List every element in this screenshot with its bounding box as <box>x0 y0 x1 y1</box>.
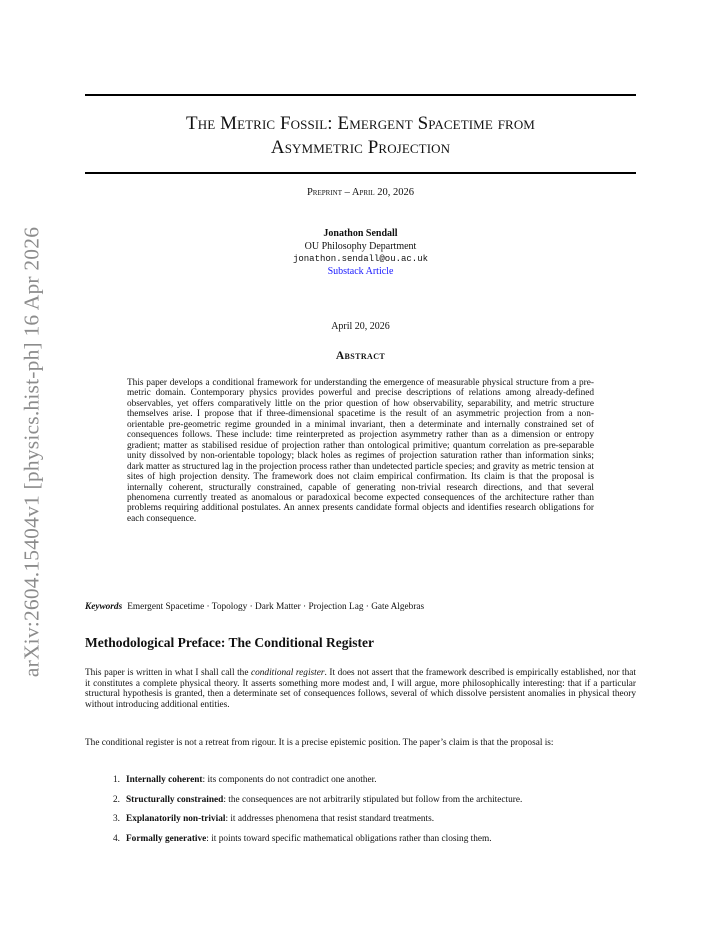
arxiv-side-identifier <box>0 0 60 932</box>
paper-title-line-2: Asymmetric Projection <box>270 137 451 158</box>
keywords-line <box>85 602 636 612</box>
list-item-number: 1. <box>113 775 120 785</box>
list-item <box>113 814 636 834</box>
author-name: Jonathon Sendall <box>323 228 398 239</box>
list-item <box>113 775 636 795</box>
list-item-term: Formally generative <box>126 833 207 844</box>
author-email: jonathon.sendall@ou.ac.uk <box>292 254 429 264</box>
list-item <box>113 834 636 854</box>
arxiv-identifier-text: arXiv:2604.15404v1 [physics.hist-ph] 16 Apr 2026 <box>19 226 44 678</box>
list-item-term: Structurally constrained <box>126 794 224 805</box>
preprint-line: Preprint – April 20, 2026 <box>306 187 415 198</box>
section-heading: Methodological Preface: The Conditional Register <box>85 635 374 650</box>
abstract-heading: Abstract <box>335 350 386 362</box>
substack-article-link[interactable]: Substack Article <box>327 265 394 277</box>
keywords-text: Emergent Spacetime · Topology · Dark Matter · Projection Lag · Gate Algebras <box>127 602 425 612</box>
paper-title-line-1: The Metric Fossil: Emergent Spacetime from <box>186 113 535 134</box>
paper-title <box>85 112 636 160</box>
section-paragraph-2: The conditional register is not a retreat from rigour. It is a precise epistemic position. The paper’s claim is that the proposal is: <box>85 738 554 748</box>
keywords-label: Keywords <box>85 602 123 612</box>
section-paragraph-1 <box>85 668 636 711</box>
list-item-description: : its components do not contradict one another. <box>202 775 377 785</box>
claims-list <box>113 775 636 853</box>
title-rule-top <box>85 94 636 96</box>
abstract-text: This paper develops a conditional framework for understanding the emergence of measurable physical structure from a pre-metric domain. Contemporary physics provides powerful and precise descriptions of relations among already-defined observables, yet offers comparatively little on the prior question of how observability, separability, and metric structure themselves arise. I propose that if three-dimensional spacetime is the result of an asymmetric projection from a non-orientable pre-geometric regime grounded in a minimal invariant, then a determinate and internally constrained set of consequences follows. These include: time reinterpreted as projection asymmetry rather than as a dimension or entropy gradient; matter as stabilised residue of projection rather than ontological primitive; quantum correlation as pre-separable unity dissolved by non-orientable topology; black holes as regimes of projection saturation rather than information sinks; dark matter as structured lag in the projection process rather than undetected particle species; and gravity as metric tension at sites of high projection density. The framework does not claim empirical confirmation. Its claim is that the proposal is internally coherent, structurally constrained, capable of generating non-trivial research directions, and that several phenomena currently treated as anomalous or paradoxical become expected consequences of the architecture rather than problems requiring additional postulates. An annex presents candidate formal objects and identifies research obligations for each consequence. <box>127 378 594 524</box>
title-rule-bottom <box>85 172 636 174</box>
publication-date: April 20, 2026 <box>331 321 390 332</box>
list-item-description: : it points toward specific mathematical obligations rather than closing them. <box>206 833 492 844</box>
list-item-number: 3. <box>113 814 120 824</box>
author-block <box>85 228 636 278</box>
list-item-term: Internally coherent <box>126 775 203 785</box>
list-item-term: Explanatorily non-trivial <box>126 814 226 824</box>
author-affiliation: OU Philosophy Department <box>304 240 417 252</box>
list-item-description: : it addresses phenomena that resist standard treatments. <box>225 814 435 824</box>
list-item-number: 4. <box>113 833 120 844</box>
list-item-number: 2. <box>113 794 120 805</box>
list-item-description: : the consequences are not arbitrarily stipulated but follow from the architecture. <box>223 794 523 805</box>
conditional-register-term: conditional register <box>251 668 325 678</box>
paragraph-1-end: . It does not assert that the framework described is empirically established, nor that it constitutes a complete physical theory. It asserts something more modest and, I will argue, more philosophically interesting: that if a particular structural hypothesis is granted, then a determinate set of consequences follows, several of which dissolve persistent anomalies in physical theory without introducing additional entities. <box>85 668 637 711</box>
paragraph-1-start: This paper is written in what I shall call the <box>85 668 251 678</box>
list-item <box>113 795 636 815</box>
